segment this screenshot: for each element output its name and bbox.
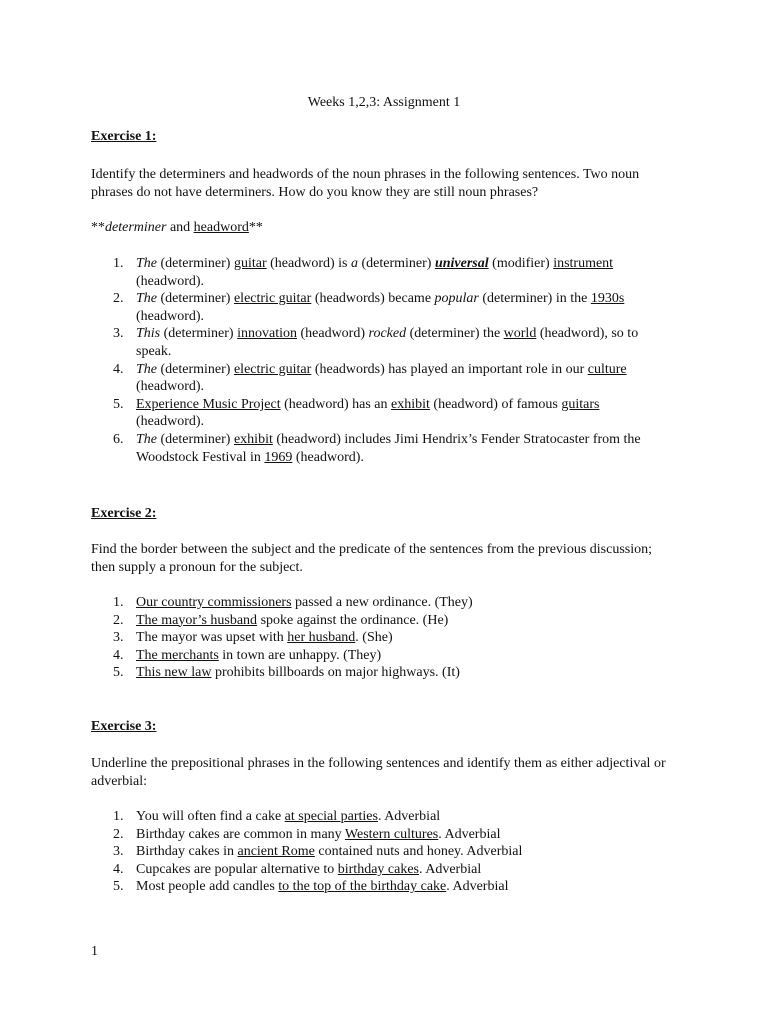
underlined-phrase: exhibit xyxy=(233,431,273,447)
text-run: (headwords) became xyxy=(311,291,435,307)
underlined-phrase: culture xyxy=(587,361,627,377)
list-item xyxy=(91,629,661,647)
key-determiner: determiner xyxy=(105,220,167,235)
text-run: (determiner) in the xyxy=(478,291,591,307)
list-item xyxy=(91,664,661,682)
text-run: (modifier) xyxy=(488,256,554,271)
text-run: (headword) has an xyxy=(280,396,392,412)
text-run: (headword) of famous xyxy=(429,396,562,412)
exercise-3-heading: Exercise 3: xyxy=(91,719,157,734)
list-number: 6. xyxy=(113,431,124,447)
list-number: 5. xyxy=(113,665,124,681)
italic-word: This xyxy=(136,326,161,342)
underlined-phrase: guitar xyxy=(233,256,267,271)
text-run: . Adverbial xyxy=(446,879,509,895)
text-run: in town are unhappy. (They) xyxy=(218,647,382,663)
text-run: (determiner) xyxy=(157,431,234,447)
list-item xyxy=(91,255,661,290)
list-number: 2. xyxy=(113,291,124,307)
exercise-2-instructions: Find the border between the subject and the predicate of the sentences from the previous discussion; then supply a pronoun for the subject. xyxy=(91,542,652,575)
exercise-3-list xyxy=(91,808,661,896)
text-run: (headword). xyxy=(136,414,205,430)
text-run: . Adverbial xyxy=(438,826,501,842)
exercise-3-instructions: Underline the prepositional phrases in the following sentences and identify them as either adjectival or adverbial: xyxy=(91,756,666,789)
underlined-phrase: Western cultures xyxy=(344,826,439,842)
text-run: (determiner) the xyxy=(406,326,504,342)
text-run: (headword), so to speak. xyxy=(136,326,639,359)
text-run: (headword) includes Jimi Hendrix’s Fender Stratocaster from the Woodstock Festival in xyxy=(136,431,641,465)
text-run: (determiner) xyxy=(358,256,435,271)
text-run: Birthday cakes in xyxy=(136,844,238,860)
text-run: Birthday cakes are common in many xyxy=(136,826,345,842)
text-run: . Adverbial xyxy=(419,861,482,877)
underlined-phrase: world xyxy=(503,326,537,342)
italic-word: The xyxy=(136,361,157,377)
underlined-phrase: electric guitar xyxy=(233,361,312,377)
text-run: (headword) xyxy=(296,326,369,342)
text-run: (headword). xyxy=(136,379,205,395)
list-item xyxy=(91,290,661,325)
underlined-phrase: Our country commissioners xyxy=(136,595,292,610)
text-run: Cupcakes are popular alternative to xyxy=(136,861,338,877)
italic-word: The xyxy=(136,431,157,447)
text-run: You will often find a cake xyxy=(136,809,285,824)
list-number: 1. xyxy=(113,809,124,824)
list-number: 5. xyxy=(113,879,124,895)
list-item xyxy=(91,647,661,665)
list-item xyxy=(91,612,661,630)
list-item xyxy=(91,396,661,431)
key-prefix: ** xyxy=(91,220,105,235)
list-number: 4. xyxy=(113,361,124,377)
text-run: prohibits billboards on major highways. (It) xyxy=(211,665,460,681)
italic-word: a xyxy=(351,256,358,271)
underlined-phrase: instrument xyxy=(553,256,614,271)
key-headword: headword xyxy=(193,220,249,235)
list-item xyxy=(91,878,661,896)
text-run: (headword). xyxy=(136,273,205,289)
underlined-phrase: universal xyxy=(434,256,489,271)
italic-word: The xyxy=(136,256,157,271)
exercise-2-heading: Exercise 2: xyxy=(91,506,157,521)
text-run: (headword) is xyxy=(266,256,351,271)
document-title: Weeks 1,2,3: Assignment 1 xyxy=(307,95,461,110)
list-item xyxy=(91,843,661,861)
list-number: 2. xyxy=(113,612,124,628)
text-run: (determiner) xyxy=(157,291,234,307)
list-item xyxy=(91,594,661,612)
underlined-phrase: Experience Music Project xyxy=(136,396,281,412)
determiner-headword-key xyxy=(91,219,671,237)
text-run: (determiner) xyxy=(157,256,234,271)
list-number: 4. xyxy=(113,861,124,877)
underlined-phrase: to the top of the birthday cake xyxy=(278,879,447,895)
list-number: 3. xyxy=(113,630,124,646)
key-and: and xyxy=(166,220,194,235)
text-run: . Adverbial xyxy=(377,809,441,824)
text-run: Most people add candles xyxy=(136,879,279,895)
list-item xyxy=(91,431,661,466)
italic-word: popular xyxy=(434,291,479,307)
list-number: 1. xyxy=(113,595,124,610)
text-run: . (She) xyxy=(355,630,393,646)
text-run: (headwords) has played an important role in our xyxy=(311,361,588,377)
list-item xyxy=(91,325,661,360)
text-run: The mayor was upset with xyxy=(136,630,288,646)
underlined-phrase: birthday cakes xyxy=(337,861,419,877)
underlined-phrase: electric guitar xyxy=(233,291,312,307)
exercise-2-list xyxy=(91,594,661,682)
exercise-1-heading: Exercise 1: xyxy=(91,129,157,144)
exercise-1-list xyxy=(91,255,661,466)
list-number: 1. xyxy=(113,256,124,271)
text-run: (determiner) xyxy=(157,361,234,377)
list-item xyxy=(91,361,661,396)
list-number: 5. xyxy=(113,396,124,412)
page-number: 1 xyxy=(91,944,98,959)
underlined-phrase: The merchants xyxy=(136,647,219,663)
list-item xyxy=(91,826,661,844)
list-item xyxy=(91,861,661,879)
underlined-phrase: 1969 xyxy=(264,449,293,465)
text-run: contained nuts and honey. Adverbial xyxy=(314,844,523,860)
text-run: (headword). xyxy=(292,449,364,465)
underlined-phrase: ancient Rome xyxy=(237,844,315,860)
underlined-phrase: exhibit xyxy=(391,396,430,412)
list-number: 2. xyxy=(113,826,124,842)
list-item xyxy=(91,808,661,826)
list-number: 4. xyxy=(113,647,124,663)
underlined-phrase: The mayor’s husband xyxy=(136,612,258,628)
list-number: 3. xyxy=(113,326,124,342)
underlined-phrase: at special parties xyxy=(284,809,378,824)
text-run: (determiner) xyxy=(160,326,238,342)
text-run: passed a new ordinance. (They) xyxy=(291,595,473,610)
italic-word: rocked xyxy=(368,326,407,342)
text-run: (headword). xyxy=(136,308,205,324)
italic-word: The xyxy=(136,291,157,307)
underlined-phrase: 1930s xyxy=(590,291,625,307)
underlined-phrase: This new law xyxy=(136,665,212,681)
underlined-phrase: innovation xyxy=(237,326,297,342)
key-suffix: ** xyxy=(248,220,263,235)
underlined-phrase: her husband xyxy=(287,630,356,646)
exercise-1-instructions: Identify the determiners and headwords of the noun phrases in the following sentences. Two noun phrases do not have determiners. How do you know they are still noun phrases? xyxy=(91,167,640,200)
text-run: spoke against the ordinance. (He) xyxy=(257,612,449,628)
underlined-phrase: guitars xyxy=(561,396,600,412)
list-number: 3. xyxy=(113,844,124,860)
